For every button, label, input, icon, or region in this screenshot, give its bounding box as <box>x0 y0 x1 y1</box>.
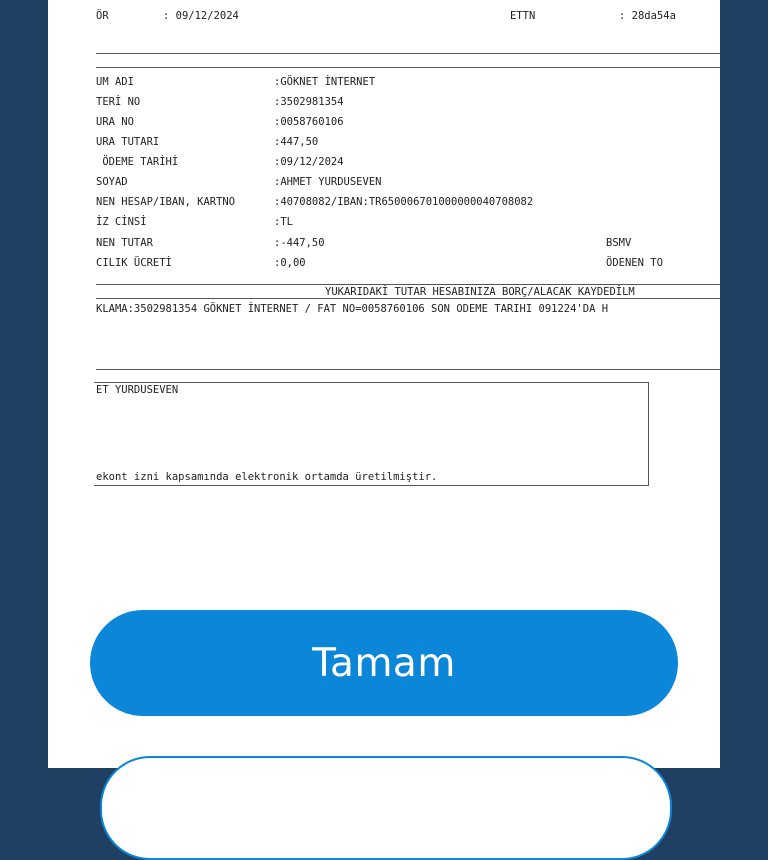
row-label: CILIK ÜCRETİ <box>96 257 172 269</box>
divider <box>96 369 720 370</box>
divider <box>96 284 720 285</box>
divider <box>96 67 720 68</box>
row-value: :3502981354 <box>274 96 344 108</box>
row-right-label: BSMV <box>606 237 632 249</box>
customer-name: ET YURDUSEVEN <box>96 384 179 396</box>
row-label: NEN TUTAR <box>96 237 153 249</box>
ettn-value: : 28da54a <box>619 10 676 22</box>
ettn-label: ETTN <box>510 10 536 22</box>
divider <box>96 298 720 299</box>
date-value: : 09/12/2024 <box>163 10 239 22</box>
row-label: ÖDEME TARİHİ <box>96 156 179 168</box>
row-value: :-447,50 <box>274 237 325 249</box>
row-value: :40708082/IBAN:TR650006701000000040708082 <box>274 196 534 208</box>
row-label: TERİ NO <box>96 96 141 108</box>
row-label: İZ CİNSİ <box>96 216 147 228</box>
row-value: :0,00 <box>274 257 306 269</box>
row-label: URA TUTARI <box>96 136 160 148</box>
divider <box>96 53 720 54</box>
row-value: :AHMET YURDUSEVEN <box>274 176 382 188</box>
ok-button[interactable]: Tamam <box>90 610 678 716</box>
row-label: SOYAD <box>96 176 128 188</box>
date-label: ÖR <box>96 10 109 22</box>
row-value: :0058760106 <box>274 116 344 128</box>
debit-notice: YUKARIDAKİ TUTAR HESABINIZA BORÇ/ALACAK KAYDEDİLM <box>325 286 635 298</box>
row-value: :TL <box>274 216 293 228</box>
row-label: URA NO <box>96 116 134 128</box>
row-value: :09/12/2024 <box>274 156 344 168</box>
row-label: NEN HESAP/IBAN, KARTNO <box>96 196 236 208</box>
row-label: UM ADI <box>96 76 134 88</box>
secondary-button[interactable] <box>100 756 672 860</box>
row-right-label: ÖDENEN TO <box>606 257 663 269</box>
receipt-document <box>48 0 720 520</box>
row-value: :447,50 <box>274 136 319 148</box>
row-value: :GÖKNET İNTERNET <box>274 76 376 88</box>
payment-description: KLAMA:3502981354 GÖKNET İNTERNET / FAT NO=0058760106 SON ODEME TARIHI 091224'DA H <box>96 303 609 315</box>
e-receipt-notice: ekont izni kapsamında elektronik ortamda üretilmiştir. <box>96 471 438 483</box>
